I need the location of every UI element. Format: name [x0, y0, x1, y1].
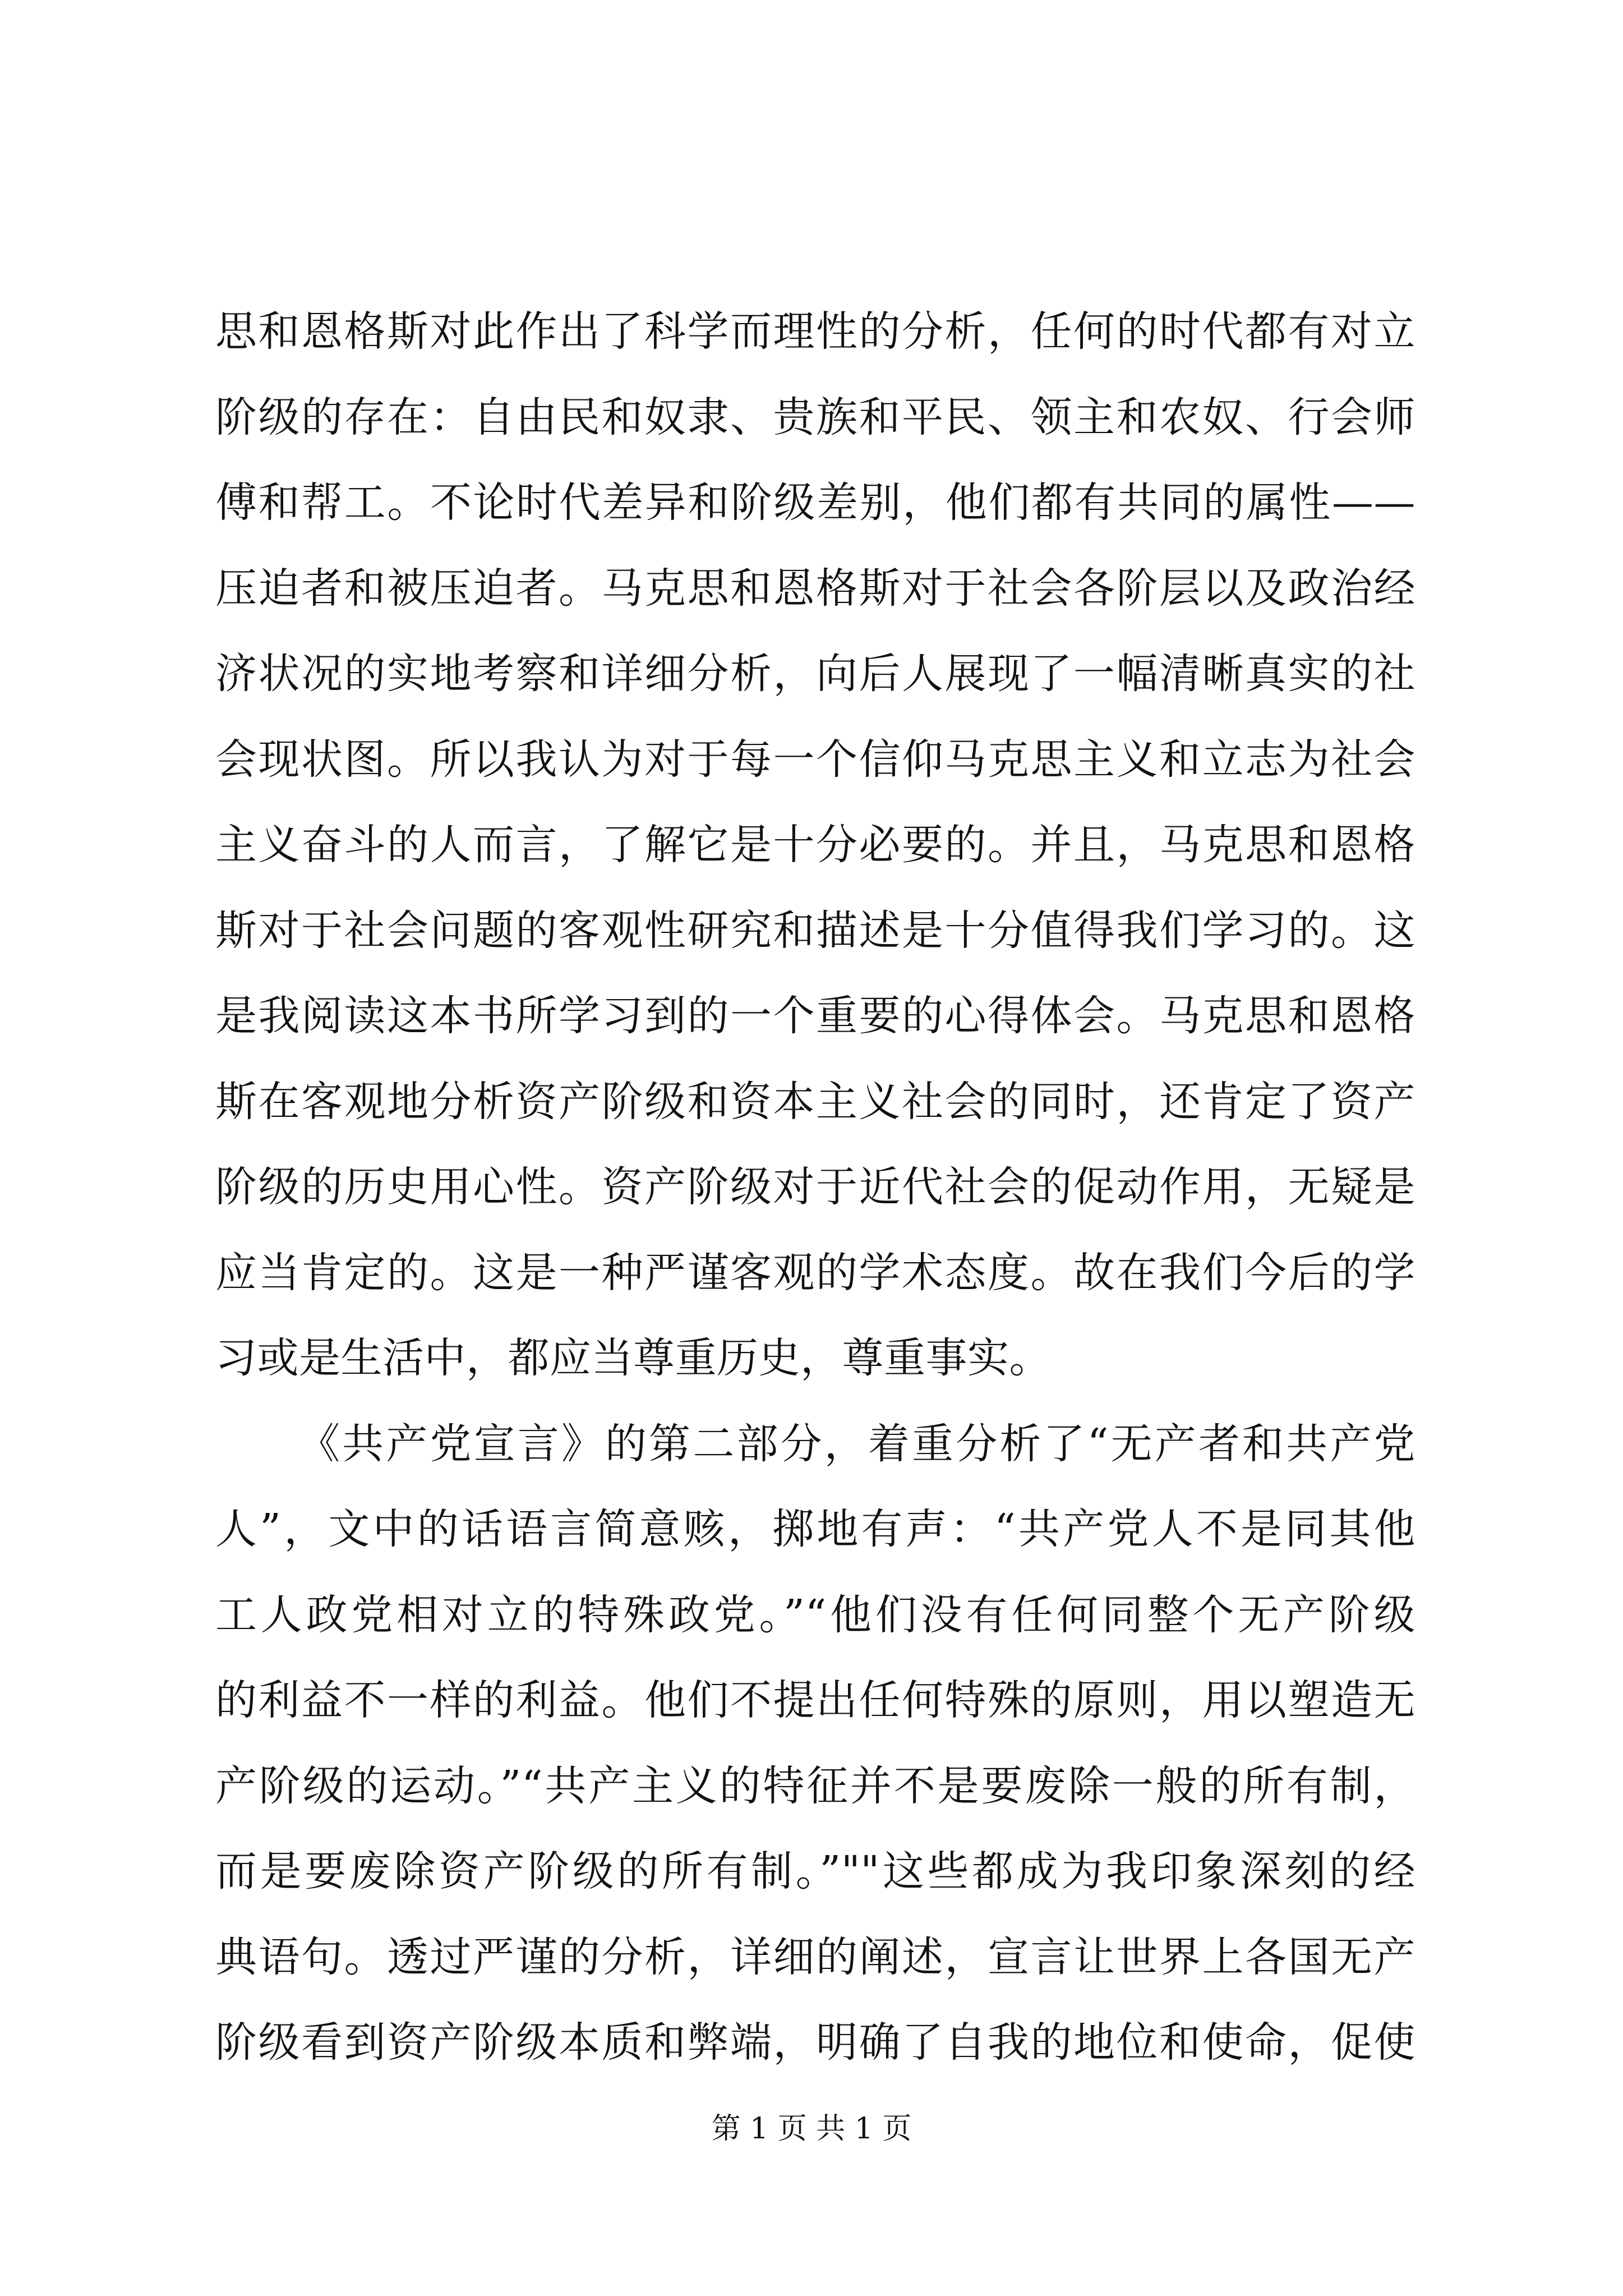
text-line: 是我阅读这本书所学习到的一个重要的心得体会。马克思和恩格: [215, 992, 1415, 1040]
text-line: 斯对于社会问题的客观性研究和描述是十分值得我们学习的。这: [215, 906, 1415, 955]
text-line: 傅和帮工。不论时代差异和阶级差别，他们都有共同的属性——: [215, 478, 1415, 527]
document-body: [215, 289, 1415, 2086]
page-number: 第 1 页 共 1 页: [711, 2112, 912, 2146]
text-line: 习或是生活中，都应当尊重历史，尊重事实。: [215, 1334, 1051, 1382]
text-line: 阶级的存在：自由民和奴隶、贵族和平民、领主和农奴、行会师: [215, 393, 1415, 441]
text-line: 典语句。透过严谨的分析，详细的阐述，宣言让世界上各国无产: [215, 1932, 1415, 1981]
paragraph-2: [215, 1401, 1415, 2086]
text-line: 主义奋斗的人而言，了解它是十分必要的。并且，马克思和恩格: [215, 821, 1415, 869]
text-line: 的利益不一样的利益。他们不提出任何特殊的原则，用以塑造无: [215, 1676, 1415, 1724]
text-line: 人”，文中的话语言简意赅，掷地有声：“共产党人不是同其他: [215, 1505, 1415, 1553]
page-footer: [0, 2109, 1623, 2148]
text-line: 会现状图。所以我认为对于每一个信仰马克思主义和立志为社会: [215, 735, 1415, 784]
text-line: 思和恩格斯对此作出了科学而理性的分析，任何的时代都有对立: [215, 307, 1415, 356]
text-line: 阶级看到资产阶级本质和弊端，明确了自我的地位和使命，促使: [215, 2018, 1415, 2067]
paragraph-1: [215, 289, 1415, 1401]
text-line: 斯在客观地分析资产阶级和资本主义社会的同时，还肯定了资产: [215, 1077, 1415, 1126]
text-line: 济状况的实地考察和详细分析，向后人展现了一幅清晰真实的社: [215, 650, 1415, 698]
text-line: 工人政党相对立的特殊政党。”“他们没有任何同整个无产阶级: [215, 1590, 1415, 1639]
text-line: 产阶级的运动。”“共产主义的特征并不是要废除一般的所有制，: [215, 1761, 1415, 1810]
text-line: 而是要废除资产阶级的所有制。”""这些都成为我印象深刻的经: [215, 1847, 1415, 1895]
text-line: 《共产党宣言》的第二部分，着重分析了“无产者和共产党: [298, 1419, 1415, 1468]
text-line: 阶级的历史用心性。资产阶级对于近代社会的促动作用，无疑是: [215, 1163, 1415, 1211]
text-line: 应当肯定的。这是一种严谨客观的学术态度。故在我们今后的学: [215, 1248, 1415, 1297]
text-line: 压迫者和被压迫者。马克思和恩格斯对于社会各阶层以及政治经: [215, 564, 1415, 613]
